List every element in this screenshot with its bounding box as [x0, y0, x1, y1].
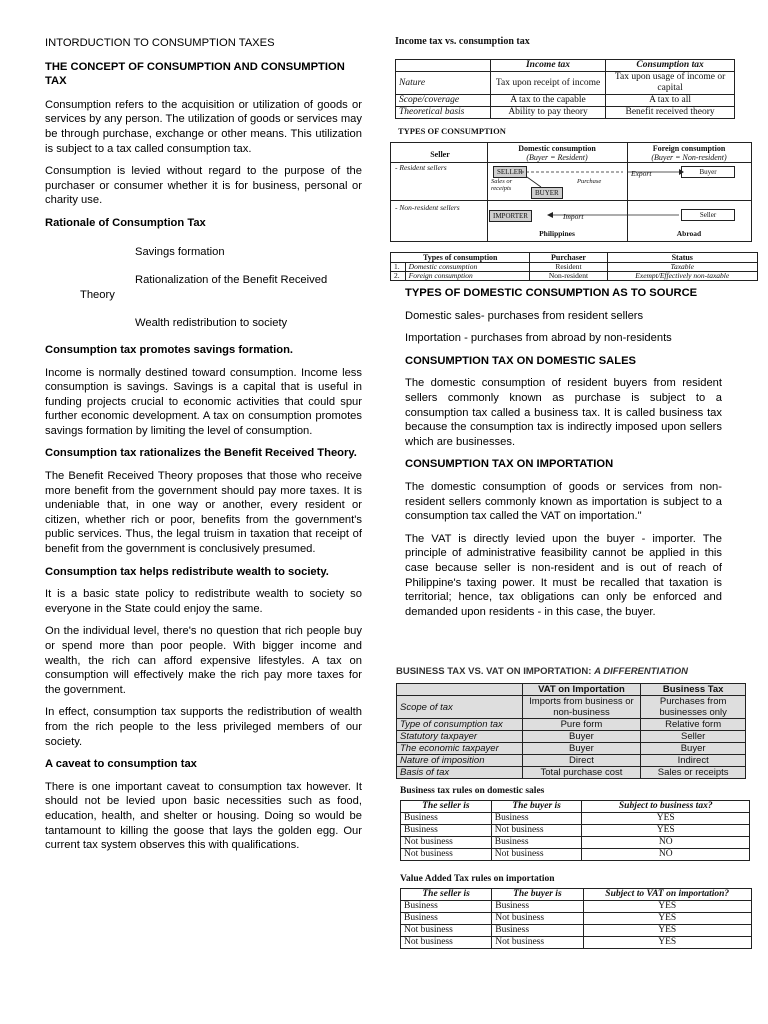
foreign-label: Foreign consumption: [652, 144, 726, 153]
table-row: [397, 743, 746, 755]
table-cell: Not business: [491, 849, 582, 861]
philippines-label: Philippines: [539, 229, 575, 238]
rationale-item-text: Theory: [80, 288, 115, 301]
table-header: [396, 60, 491, 72]
table-cell: Business: [492, 901, 583, 913]
table-cell: Type of consumption tax: [397, 719, 523, 731]
table-cell: Foreign consumption: [405, 272, 530, 281]
table-header: The seller is: [401, 889, 492, 901]
vat-rules-figure: [400, 874, 752, 949]
paragraph: The Benefit Received Theory proposes that those who receive more benefit from the government should pay more taxes. It is undeniable that, in one way or another, every resident or citizen, whether rich or poor, benefits from the government's public services. Thus, the legal truism in taxation that receipt of benefit from the government is conclusively presumed.: [45, 470, 362, 556]
business-tax-rules-figure: [400, 786, 750, 861]
paragraph: There is one important caveat to consumption tax however. It should not be levied upon basic necessities such as food, education, health, and shelter or housing. Doing so would be tantamount to killing the goose that lays the golden egg. Our current tax system observes this with qualifications.: [45, 780, 362, 852]
rationale-item: Savings formation: [135, 245, 225, 258]
table-row: [401, 837, 750, 849]
diagram-header-seller: Seller: [430, 150, 450, 159]
table-header: Subject to VAT on importation?: [583, 889, 752, 901]
table-cell: Direct: [522, 755, 641, 767]
table-cell: Business: [491, 813, 582, 825]
table-cell: Business: [401, 825, 492, 837]
table-cell: Relative form: [641, 719, 746, 731]
doc-title: INTORDUCTION TO CONSUMPTION TAXES: [45, 37, 275, 49]
rationale-item-text: Rationalization of the Benefit Received: [135, 274, 328, 287]
table-cell: Sales or receipts: [641, 767, 746, 779]
income-vs-consumption-figure: [395, 36, 735, 119]
export-label: Export: [631, 169, 652, 178]
table-cell: Not business: [401, 925, 492, 937]
table-row: [397, 755, 746, 767]
table-row: [397, 719, 746, 731]
table-cell: YES: [583, 937, 752, 949]
table-cell: 1.: [391, 263, 406, 272]
table-row: [396, 107, 735, 119]
nonresident-sellers-label: - Non-resident sellers: [395, 203, 460, 212]
arrows: [391, 143, 751, 241]
table-header: The buyer is: [491, 801, 582, 813]
table-cell: Imports from business or non-business: [522, 696, 641, 719]
table-cell: Benefit received theory: [606, 107, 735, 119]
table-cell: Scope of tax: [397, 696, 523, 719]
table-cell: YES: [582, 813, 750, 825]
paragraph: Income is normally destined toward consumption. Income less consumption is savings. Savings is a capital that is useful in funding projects crucial to economic activities that could spur further economic development. A tax on consumption promotes savings formation by limiting the level of consumption.: [45, 366, 362, 437]
table-cell: Pure form: [522, 719, 641, 731]
table-header: Income tax: [490, 60, 605, 72]
figure-caption: Value Added Tax rules on importation: [400, 874, 555, 884]
table-cell: YES: [583, 913, 752, 925]
table-header: VAT on Importation: [522, 684, 641, 696]
table-cell: A tax to the capable: [490, 95, 605, 107]
table-cell: Non-resident: [530, 272, 607, 281]
table-row: [401, 813, 750, 825]
table-cell: Purchases from businesses only: [641, 696, 746, 719]
income-vs-consumption-table: [395, 59, 735, 119]
table-cell: NO: [582, 837, 750, 849]
paragraph: The domestic consumption of goods or services from non-resident sellers commonly known as importation is subject to a consumption tax called the VAT on importation.": [405, 480, 722, 523]
table-cell: Business: [492, 925, 583, 937]
rationale-item: [45, 273, 362, 302]
paragraph: The domestic consumption of resident buyers from resident sellers commonly known as purchase is subject to a consumption tax called a business tax. It is called business tax because the consumption tax is indirectly imposed upon sellers which are businesses.: [405, 377, 722, 448]
table-cell: Ability to pay theory: [490, 107, 605, 119]
table-cell: NO: [582, 849, 750, 861]
table-cell: A tax to all: [606, 95, 735, 107]
paragraph: In effect, consumption tax supports the redistribution of wealth from the rich people to the less privileged members of our society.: [45, 706, 362, 748]
table-cell: Business: [401, 813, 492, 825]
table-cell: The economic taxpayer: [397, 743, 523, 755]
table-cell: Domestic consumption: [405, 263, 530, 272]
table-cell: Not business: [492, 937, 583, 949]
table-header: Subject to business tax?: [582, 801, 750, 813]
business-tax-vs-vat-table: [396, 683, 746, 779]
table-cell: Resident: [530, 263, 607, 272]
table-cell: Buyer: [522, 743, 641, 755]
table-cell: Business: [401, 913, 492, 925]
paragraph: Importation - purchases from abroad by non-residents: [405, 332, 672, 345]
diagram-frame: [390, 142, 752, 242]
table-cell: Indirect: [641, 755, 746, 767]
table-cell: Statutory taxpayer: [397, 731, 523, 743]
rationale-item: Wealth redistribution to society: [135, 317, 288, 330]
buyer-box-abroad: Buyer: [681, 166, 735, 178]
table-row: [401, 849, 750, 861]
table-row: [396, 72, 735, 95]
table-cell: Nature: [396, 72, 491, 95]
paragraph: Consumption refers to the acquisition or utilization of goods or services by any person. The utilization of goods or services may be through purchase, exchange or other means. This utilization is subject to a tax called consumption tax.: [45, 98, 362, 155]
section-heading: Rationale of Consumption Tax: [45, 216, 206, 229]
paragraph: It is a basic state policy to redistribute wealth to society so everyone in the State could enjoy the same.: [45, 588, 362, 615]
table-row: [397, 696, 746, 719]
domestic-label: Domestic consumption: [518, 144, 596, 153]
consumption-status-table: [390, 252, 758, 281]
table-row: [397, 731, 746, 743]
table-row: [397, 767, 746, 779]
table-cell: Not business: [401, 849, 492, 861]
paragraph: On the individual level, there's no question that rich people buy or spend more than poor people. With bigger income and wealth, the rich can afford expensive lifestyles. A tax on consumption will effectively make the rich pay more taxes for the government.: [45, 625, 362, 696]
abroad-label: Abroad: [676, 229, 702, 238]
table-header: Business Tax: [641, 684, 746, 696]
table-cell: YES: [582, 825, 750, 837]
sales-receipts-label: Sales or receipts: [491, 178, 513, 192]
caption-part: A DIFFERENTIATION: [594, 666, 689, 677]
table-cell: Buyer: [641, 743, 746, 755]
concept-heading: THE CONCEPT OF CONSUMPTION AND CONSUMPTION TAX: [45, 60, 345, 88]
table-row: [401, 925, 752, 937]
table-cell: 2.: [391, 272, 406, 281]
table-header: The seller is: [401, 801, 492, 813]
table-cell: Basis of tax: [397, 767, 523, 779]
table-cell: Tax upon receipt of income: [490, 72, 605, 95]
table-row: [401, 937, 752, 949]
purchase-label: Purchase: [577, 178, 602, 185]
table-cell: Scope/coverage: [396, 95, 491, 107]
resident-sellers-label: - Resident sellers: [395, 163, 447, 172]
foreign-sub: (Buyer = Non-resident): [651, 153, 727, 162]
section-heading: Consumption tax helps redistribute wealth to society.: [45, 565, 329, 578]
table-header: Status: [607, 253, 758, 263]
table-row: [401, 901, 752, 913]
paragraph: Domestic sales- purchases from resident sellers: [405, 309, 644, 322]
table-row: [401, 825, 750, 837]
table-cell: Business: [491, 837, 582, 849]
table-cell: Exempt/Effectively non-taxable: [607, 272, 758, 281]
table-cell: Tax upon usage of income or capital: [606, 72, 735, 95]
table-cell: Buyer: [522, 731, 641, 743]
paragraph: Consumption is levied without regard to the purpose of the purchaser or consumer whether it is for business, personal or charity use.: [45, 165, 362, 207]
section-heading: CONSUMPTION TAX ON DOMESTIC SALES: [405, 354, 637, 367]
right-column: [405, 286, 722, 627]
table-cell: Business: [401, 901, 492, 913]
vat-rules-table: [400, 888, 752, 949]
table-cell: Theoretical basis: [396, 107, 491, 119]
table-row: [401, 913, 752, 925]
table-cell: Nature of imposition: [397, 755, 523, 767]
table-header: Purchaser: [530, 253, 607, 263]
section-heading: CONSUMPTION TAX ON IMPORTATION: [405, 458, 614, 471]
section-heading: A caveat to consumption tax: [45, 758, 197, 771]
buyer-box: BUYER: [531, 187, 563, 199]
left-column: [45, 36, 362, 861]
table-header: Consumption tax: [606, 60, 735, 72]
table-cell: Total purchase cost: [522, 767, 641, 779]
importer-box: IMPORTER: [489, 210, 532, 222]
business-tax-rules-table: [400, 800, 750, 861]
import-label: Import: [563, 212, 584, 221]
table-cell: YES: [583, 925, 752, 937]
table-cell: Not business: [491, 825, 582, 837]
figure-caption: Business tax rules on domestic sales: [400, 786, 545, 796]
figure-caption: [396, 666, 746, 677]
table-cell: Taxable: [607, 263, 758, 272]
table-cell: Not business: [401, 837, 492, 849]
caption-part: BUSINESS TAX VS. VAT ON IMPORTATION:: [396, 666, 595, 677]
table-row: [396, 95, 735, 107]
business-tax-vs-vat-figure: [396, 666, 746, 779]
table-cell: Not business: [492, 913, 583, 925]
section-heading: TYPES OF DOMESTIC CONSUMPTION AS TO SOURCE: [405, 287, 698, 299]
table-cell: Not business: [401, 937, 492, 949]
section-heading: Consumption tax rationalizes the Benefit Received Theory.: [45, 447, 357, 460]
figure-caption: Income tax vs. consumption tax: [395, 36, 530, 47]
table-row: [391, 272, 758, 281]
table-cell: YES: [583, 901, 752, 913]
table-header: Types of consumption: [391, 253, 530, 263]
section-heading: Consumption tax promotes savings formation.: [45, 343, 294, 356]
paragraph: The VAT is directly levied upon the buyer - importer. The principle of administrative feasibility cannot be applied in this case because seller is non-resident and is out of reach of Philippine's taxing power. It must be recalled that taxation is territorial; hence, tax obligations can only be enforced and demanded upon residents - in this case, the buyer.: [405, 532, 722, 618]
table-cell: Seller: [641, 731, 746, 743]
table-header: [397, 684, 523, 696]
figure-caption: TYPES OF CONSUMPTION: [398, 126, 506, 136]
consumption-status-figure: [390, 252, 758, 281]
types-of-consumption-figure: [390, 126, 752, 244]
domestic-sub: (Buyer = Resident): [526, 153, 588, 162]
table-header: The buyer is: [492, 889, 583, 901]
seller-box-abroad: Seller: [681, 209, 735, 221]
seller-box: SELLER: [493, 166, 527, 178]
